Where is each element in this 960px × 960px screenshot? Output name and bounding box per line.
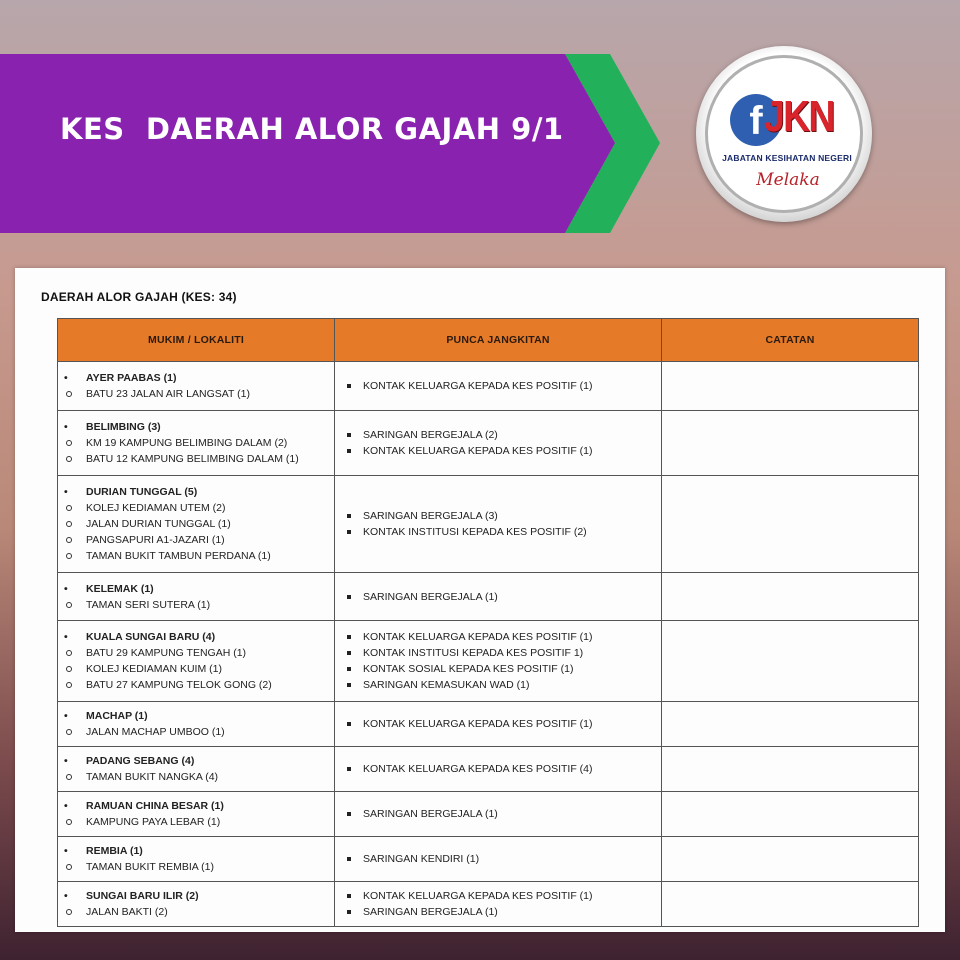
punca-cell [335, 747, 662, 792]
locality-name: TAMAN SERI SUTERA (1) [86, 598, 211, 611]
mukim-item [64, 708, 328, 724]
locality-item [64, 386, 328, 402]
mukim-name: PADANG SEBANG (4) [86, 755, 195, 767]
locality-name: JALAN BAKTI (2) [86, 906, 168, 918]
bullet-icon: • [64, 755, 68, 767]
locality-item [64, 645, 328, 661]
table-row [58, 476, 919, 573]
circle-bullet-icon [64, 386, 86, 402]
jkn-logo [696, 46, 872, 222]
facebook-f-icon: f [730, 94, 782, 146]
mukim-cell [58, 411, 335, 476]
bullet-icon: • [64, 631, 68, 643]
catatan-cell [662, 702, 919, 747]
square-bullet-icon [341, 851, 363, 867]
table-row [58, 573, 919, 621]
punca-text: KONTAK KELUARGA KEPADA KES POSITIF (1) [363, 380, 593, 392]
locality-name: JALAN DURIAN TUNGGAL (1) [86, 518, 231, 530]
punca-item [341, 888, 655, 904]
document-heading: DAERAH ALOR GAJAH (KES: 34) [41, 290, 237, 304]
punca-item [341, 524, 655, 540]
circle-bullet-icon [64, 435, 86, 451]
punca-text: KONTAK KELUARGA KEPADA KES POSITIF (1) [363, 890, 593, 902]
punca-cell [335, 621, 662, 702]
mukim-item [64, 798, 328, 814]
locality-name: BATU 29 KAMPUNG TENGAH (1) [86, 647, 247, 659]
mukim-item [64, 888, 328, 904]
mukim-cell [58, 837, 335, 882]
punca-item [341, 716, 655, 732]
locality-item [64, 516, 328, 532]
mukim-cell [58, 476, 335, 573]
catatan-cell [662, 476, 919, 573]
locality-name: JALAN MACHAP UMBOO (1) [86, 726, 225, 738]
mukim-item [64, 753, 328, 769]
table-row [58, 882, 919, 927]
punca-item [341, 661, 655, 677]
punca-item [341, 629, 655, 645]
circle-bullet-icon [64, 814, 86, 830]
punca-item [341, 761, 655, 777]
locality-item [64, 859, 328, 875]
case-document [15, 268, 945, 932]
locality-name: TAMAN BUKIT TAMBUN PERDANA (1) [86, 550, 271, 562]
locality-item [64, 532, 328, 548]
mukim-item [64, 629, 328, 645]
locality-item [64, 769, 328, 785]
mukim-item [64, 581, 328, 597]
column-header-punca: PUNCA JANGKITAN [335, 319, 662, 362]
punca-item [341, 508, 655, 524]
locality-item [64, 677, 328, 693]
mukim-item [64, 419, 328, 435]
punca-text: SARINGAN BERGEJALA (1) [363, 808, 498, 820]
mukim-cell [58, 573, 335, 621]
mukim-name: BELIMBING (3) [86, 421, 161, 433]
punca-cell [335, 362, 662, 411]
mukim-cell [58, 621, 335, 702]
punca-text: KONTAK KELUARGA KEPADA KES POSITIF (1) [363, 445, 593, 457]
mukim-name: DURIAN TUNGGAL (5) [86, 486, 198, 498]
punca-cell [335, 573, 662, 621]
locality-item [64, 548, 328, 564]
table-row [58, 702, 919, 747]
punca-text: SARINGAN BERGEJALA (2) [363, 429, 498, 441]
locality-item [64, 661, 328, 677]
table-row [58, 747, 919, 792]
circle-bullet-icon [64, 724, 86, 740]
catatan-cell [662, 837, 919, 882]
locality-item [64, 500, 328, 516]
column-header-catatan: CATATAN [662, 319, 919, 362]
mukim-item [64, 843, 328, 859]
table-row [58, 837, 919, 882]
bullet-icon: • [64, 372, 68, 384]
mukim-item [64, 370, 328, 386]
mukim-cell [58, 882, 335, 927]
locality-item [64, 451, 328, 467]
locality-name: KM 19 KAMPUNG BELIMBING DALAM (2) [86, 437, 288, 449]
square-bullet-icon [341, 524, 363, 540]
locality-name: BATU 27 KAMPUNG TELOK GONG (2) [86, 679, 272, 691]
locality-name: TAMAN BUKIT NANGKA (4) [86, 771, 219, 783]
square-bullet-icon [341, 427, 363, 443]
mukim-cell [58, 362, 335, 411]
punca-text: KONTAK SOSIAL KEPADA KES POSITIF (1) [363, 663, 574, 675]
locality-name: PANGSAPURI A1-JAZARI (1) [86, 534, 225, 546]
column-header-mukim: MUKIM / LOKALITI [58, 319, 335, 362]
square-bullet-icon [341, 716, 363, 732]
punca-item [341, 378, 655, 394]
catatan-cell [662, 882, 919, 927]
punca-item [341, 806, 655, 822]
punca-item [341, 904, 655, 920]
circle-bullet-icon [64, 597, 86, 613]
table-row [58, 411, 919, 476]
punca-item [341, 443, 655, 459]
circle-bullet-icon [64, 548, 86, 564]
punca-text: KONTAK KELUARGA KEPADA KES POSITIF (1) [363, 631, 593, 643]
circle-bullet-icon [64, 645, 86, 661]
locality-name: BATU 12 KAMPUNG BELIMBING DALAM (1) [86, 453, 299, 465]
punca-cell [335, 837, 662, 882]
locality-item [64, 597, 328, 613]
locality-name: TAMAN BUKIT REMBIA (1) [86, 861, 214, 873]
locality-name: KAMPUNG PAYA LEBAR (1) [86, 816, 221, 828]
punca-text: SARINGAN BERGEJALA (1) [363, 590, 498, 603]
punca-text: SARINGAN KEMASUKAN WAD (1) [363, 679, 530, 691]
circle-bullet-icon [64, 532, 86, 548]
square-bullet-icon [341, 661, 363, 677]
table-header-row [58, 319, 919, 362]
bullet-icon: • [64, 582, 68, 595]
bullet-icon: • [64, 710, 68, 722]
locality-item [64, 435, 328, 451]
logo-state-name: Melaka [756, 170, 820, 190]
locality-item [64, 904, 328, 920]
locality-name: KOLEJ KEDIAMAN KUIM (1) [86, 663, 222, 675]
table-row [58, 621, 919, 702]
square-bullet-icon [341, 677, 363, 693]
square-bullet-icon [341, 806, 363, 822]
case-table [57, 318, 919, 927]
mukim-cell [58, 747, 335, 792]
logo-mark: JKN [764, 92, 834, 141]
mukim-name: KELEMAK (1) [86, 582, 154, 595]
punca-cell [335, 882, 662, 927]
circle-bullet-icon [64, 451, 86, 467]
square-bullet-icon [341, 904, 363, 920]
mukim-name: AYER PAABAS (1) [86, 372, 177, 384]
circle-bullet-icon [64, 500, 86, 516]
punca-text: KONTAK KELUARGA KEPADA KES POSITIF (1) [363, 718, 593, 730]
mukim-name: KUALA SUNGAI BARU (4) [86, 631, 216, 643]
punca-item [341, 427, 655, 443]
catatan-cell [662, 411, 919, 476]
mukim-cell [58, 702, 335, 747]
bullet-icon: • [64, 845, 68, 857]
mukim-name: MACHAP (1) [86, 710, 148, 722]
logo-agency-name: JABATAN KESIHATAN NEGERI [722, 153, 852, 163]
banner-title: KES DAERAH ALOR GAJAH 9/1 [60, 112, 564, 146]
mukim-name: SUNGAI BARU ILIR (2) [86, 890, 199, 902]
bullet-icon: • [64, 800, 68, 812]
punca-cell [335, 702, 662, 747]
punca-text: KONTAK INSTITUSI KEPADA KES POSITIF 1) [363, 647, 584, 659]
punca-cell [335, 411, 662, 476]
square-bullet-icon [341, 888, 363, 904]
square-bullet-icon [341, 589, 363, 605]
mukim-name: RAMUAN CHINA BESAR (1) [86, 800, 224, 812]
circle-bullet-icon [64, 661, 86, 677]
locality-item [64, 814, 328, 830]
square-bullet-icon [341, 443, 363, 459]
square-bullet-icon [341, 629, 363, 645]
catatan-cell [662, 792, 919, 837]
punca-cell [335, 476, 662, 573]
locality-name: BATU 23 JALAN AIR LANGSAT (1) [86, 388, 250, 400]
square-bullet-icon [341, 378, 363, 394]
punca-item [341, 851, 655, 867]
punca-cell [335, 792, 662, 837]
mukim-name: REMBIA (1) [86, 845, 143, 857]
table-row [58, 792, 919, 837]
bullet-icon: • [64, 890, 68, 902]
square-bullet-icon [341, 508, 363, 524]
mukim-cell [58, 792, 335, 837]
bullet-icon: • [64, 486, 68, 498]
table-row [58, 362, 919, 411]
circle-bullet-icon [64, 516, 86, 532]
square-bullet-icon [341, 645, 363, 661]
square-bullet-icon [341, 761, 363, 777]
circle-bullet-icon [64, 677, 86, 693]
circle-bullet-icon [64, 904, 86, 920]
mukim-item [64, 484, 328, 500]
punca-text: SARINGAN BERGEJALA (1) [363, 906, 498, 918]
bullet-icon: • [64, 421, 68, 433]
catatan-cell [662, 621, 919, 702]
circle-bullet-icon [64, 769, 86, 785]
punca-text: KONTAK INSTITUSI KEPADA KES POSITIF (2) [363, 526, 587, 538]
punca-item [341, 645, 655, 661]
punca-text: SARINGAN BERGEJALA (3) [363, 510, 498, 522]
punca-text: SARINGAN KENDIRI (1) [363, 853, 480, 865]
locality-item [64, 724, 328, 740]
punca-item [341, 589, 655, 605]
punca-item [341, 677, 655, 693]
catatan-cell [662, 362, 919, 411]
circle-bullet-icon [64, 859, 86, 875]
catatan-cell [662, 573, 919, 621]
catatan-cell [662, 747, 919, 792]
punca-text: KONTAK KELUARGA KEPADA KES POSITIF (4) [363, 763, 593, 775]
locality-name: KOLEJ KEDIAMAN UTEM (2) [86, 502, 226, 514]
